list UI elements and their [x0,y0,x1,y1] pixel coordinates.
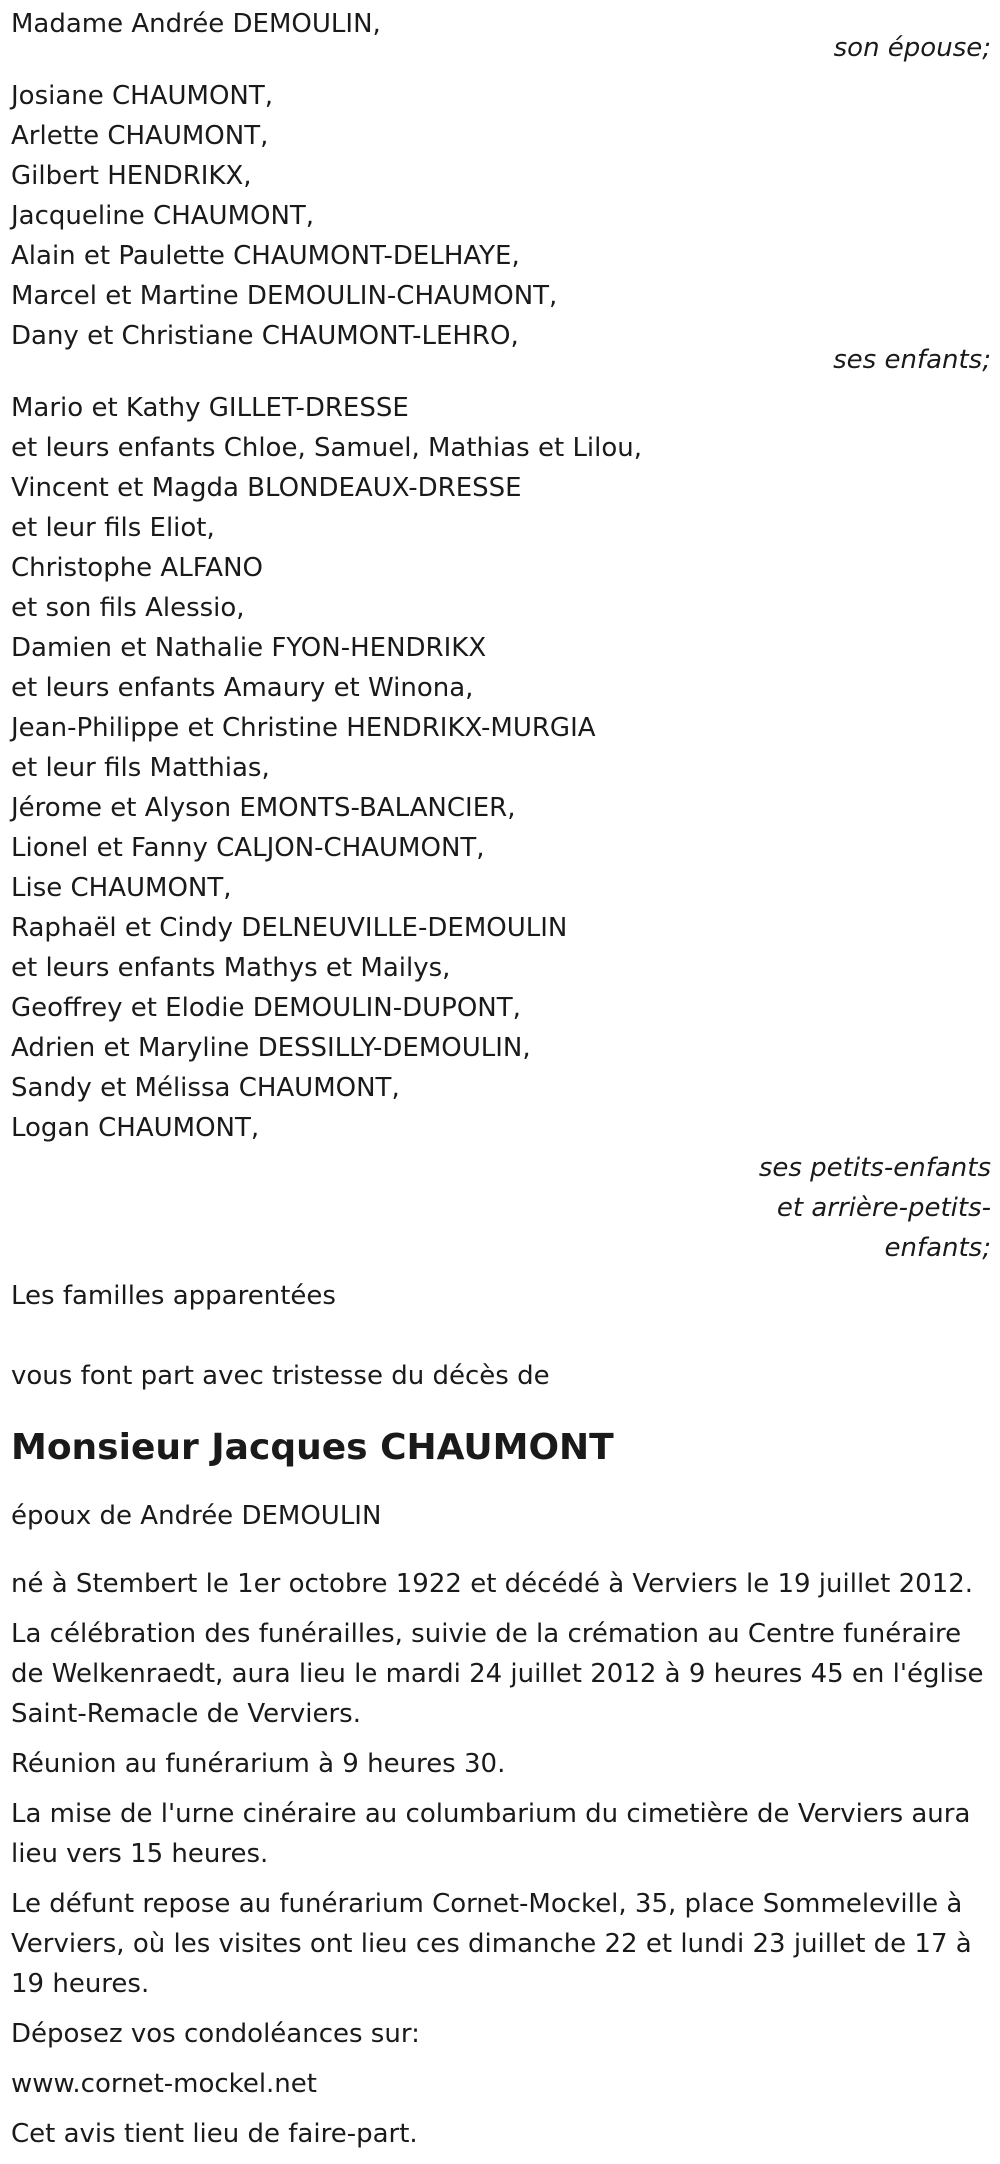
grandchild-name: Logan CHAUMONT, [11,1113,260,1143]
grandchild-name: et leurs enfants Mathys et Mailys, [11,953,451,983]
birth-death-paragraph: né à Stembert le 1er octobre 1922 et décédé à Verviers le 19 juillet 2012. [11,1569,974,1599]
grandchildren-role-line: enfants; [884,1233,991,1263]
child-name: Jacqueline CHAUMONT, [11,201,315,231]
grandchild-name: Vincent et Magda BLONDEAUX-DRESSE [11,473,522,503]
grandchildren-block [11,388,1000,1268]
child-name: Alain et Paulette CHAUMONT-DELHAYE, [11,241,520,271]
grandchildren-role-line: ses petits-enfants [758,1153,991,1183]
child-name: Arlette CHAUMONT, [11,121,269,151]
grandchild-name: et leurs enfants Amaury et Winona, [11,673,474,703]
grandchild-name: Adrien et Maryline DESSILLY-DEMOULIN, [11,1033,531,1063]
grandchild-name: Lise CHAUMONT, [11,873,232,903]
spouse-of-text: époux de Andrée DEMOULIN [11,1501,382,1531]
children-block [11,76,1000,380]
grandchild-name: Jérome et Alyson EMONTS-BALANCIER, [11,793,516,823]
child-name: Josiane CHAUMONT, [11,81,274,111]
spouse-block [11,4,1000,68]
families-text: Les familles apparentées [11,1281,336,1311]
deceased-name: Monsieur Jacques CHAUMONT [11,1427,614,1468]
notice-paragraph: Cet avis tient lieu de faire-part. [11,2119,418,2149]
details-block [11,1564,1000,2154]
website-link[interactable]: www.cornet-mockel.net [11,2069,317,2099]
grandchild-name: Damien et Nathalie FYON-HENDRIKX [11,633,487,663]
grandchild-name: Sandy et Mélissa CHAUMONT, [11,1073,400,1103]
child-name: Marcel et Martine DEMOULIN-CHAUMONT, [11,281,558,311]
grandchild-name: Lionel et Fanny CALJON-CHAUMONT, [11,833,485,863]
announcement-text: vous font part avec tristesse du décès de [11,1361,550,1391]
grandchild-name: Christophe ALFANO [11,553,263,583]
meeting-paragraph: Réunion au funérarium à 9 heures 30. [11,1749,506,1779]
funeral-paragraph: La célébration des funérailles, suivie de la crémation au Centre funéraire de Welkenraedt, aura lieu le mardi 24 juillet 2012 à 9 heures 45 en l'église Saint-Remacle de Verviers. [11,1619,984,1729]
grandchild-name: Jean-Philippe et Christine HENDRIKX-MURGIA [11,713,596,743]
grandchild-name: Raphaël et Cindy DELNEUVILLE-DEMOULIN [11,913,568,943]
grandchildren-role-line: et arrière-petits- [776,1193,991,1223]
condolences-paragraph: Déposez vos condoléances sur: [11,2019,420,2049]
urn-paragraph: La mise de l'urne cinéraire au columbarium du cimetière de Verviers aura lieu vers 15 heures. [11,1799,971,1869]
child-name: Dany et Christiane CHAUMONT-LEHRO, [11,321,519,351]
grandchild-name: et leurs enfants Chloe, Samuel, Mathias et Lilou, [11,433,643,463]
spouse-name: Madame Andrée DEMOULIN, [11,9,381,39]
grandchild-name: et son fils Alessio, [11,593,245,623]
grandchild-name: et leur fils Matthias, [11,753,270,783]
visits-paragraph: Le défunt repose au funérarium Cornet-Mockel, 35, place Sommeleville à Verviers, où les visites ont lieu ces dimanche 22 et lundi 23 juillet de 17 à 19 heures. [11,1889,972,1999]
child-name: Gilbert HENDRIKX, [11,161,252,191]
spouse-role: son épouse; [833,33,991,63]
grandchild-name: et leur fils Eliot, [11,513,215,543]
grandchild-name: Mario et Kathy GILLET-DRESSE [11,393,409,423]
grandchild-name: Geoffrey et Elodie DEMOULIN-DUPONT, [11,993,521,1023]
children-role: ses enfants; [833,345,991,375]
